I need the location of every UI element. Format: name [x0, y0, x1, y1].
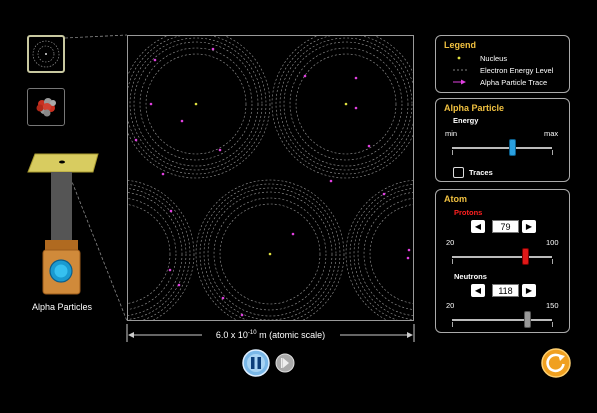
- neutrons-decrease-button[interactable]: ◀: [471, 284, 485, 297]
- neutrons-label: Neutrons: [454, 272, 487, 281]
- protons-decrease-button[interactable]: ◀: [471, 220, 485, 233]
- alpha-particle: [355, 107, 358, 110]
- gun-label: Alpha Particles: [31, 302, 93, 312]
- atom: [128, 180, 194, 321]
- energy-min-label: min: [445, 129, 458, 138]
- protons-value[interactable]: 79: [492, 220, 519, 233]
- nucleus-dot: [345, 103, 348, 106]
- alpha-particle: [154, 59, 157, 62]
- energy-tick-max: [552, 150, 553, 155]
- alpha-particle: [222, 297, 225, 300]
- alpha-particle: [383, 193, 386, 196]
- electron-energy-level: [358, 192, 414, 316]
- traces-label: Traces: [469, 168, 493, 177]
- gun-assembly: [0, 0, 130, 330]
- alpha-particle: [219, 149, 222, 152]
- atom: [346, 180, 414, 321]
- electron-energy-level: [128, 36, 270, 178]
- nucleus-dot: [269, 253, 272, 256]
- neutrons-tick-max: [552, 322, 553, 327]
- nucleus-dot: [195, 103, 198, 106]
- step-button[interactable]: [275, 353, 297, 375]
- neutrons-slider-thumb[interactable]: [524, 311, 531, 328]
- electron-energy-level: [128, 188, 186, 320]
- energy-max-label: max: [544, 129, 559, 138]
- reset-button[interactable]: [540, 347, 572, 379]
- alpha-panel-title: Alpha Particle: [444, 103, 505, 113]
- protons-tick-max: [552, 259, 553, 264]
- alpha-particle-panel: [435, 98, 570, 182]
- atom-view: [127, 35, 414, 321]
- atom: [128, 36, 270, 178]
- beam-column: [51, 172, 72, 240]
- energy-tick-min: [452, 150, 453, 155]
- atoms-canvas: [128, 36, 414, 321]
- alpha-particle: [169, 269, 172, 272]
- energy-slider-thumb[interactable]: [509, 139, 516, 156]
- neutrons-min-label: 20: [446, 301, 455, 310]
- neutrons-tick-min: [452, 322, 453, 327]
- protons-slider-thumb[interactable]: [522, 248, 529, 265]
- electron-energy-level: [128, 36, 266, 174]
- alpha-particle: [304, 75, 307, 78]
- electron-energy-level: [128, 198, 176, 310]
- energy-slider-track[interactable]: [452, 147, 552, 149]
- alpha-particle: [162, 173, 165, 176]
- protons-tick-min: [452, 259, 453, 264]
- legend-icons: [448, 53, 478, 89]
- legend-item-nucleus: Nucleus: [480, 54, 508, 63]
- atom: [272, 36, 414, 178]
- electron-energy-level: [276, 36, 414, 174]
- scale-exponent: -10: [247, 330, 257, 336]
- protons-max-label: 100: [546, 238, 559, 247]
- legend-item-electron-level: Electron Energy Level: [480, 66, 554, 75]
- alpha-particle: [407, 257, 410, 260]
- protons-slider-track[interactable]: [452, 256, 552, 258]
- atom-panel: [435, 189, 570, 333]
- energy-label: Energy: [453, 116, 479, 125]
- electron-energy-level: [272, 36, 414, 178]
- traces-checkbox[interactable]: [453, 167, 464, 178]
- protons-increase-button[interactable]: ▶: [522, 220, 536, 233]
- alpha-particle: [150, 103, 153, 106]
- alpha-particle: [212, 48, 215, 51]
- atom: [196, 180, 344, 321]
- nucleus-dot-icon: [458, 57, 461, 60]
- scale-prefix: 6.0 x 10: [215, 330, 248, 340]
- neutrons-increase-button[interactable]: ▶: [522, 284, 536, 297]
- electron-energy-level: [346, 180, 414, 321]
- legend-panel: [435, 35, 570, 93]
- alpha-particle: [178, 284, 181, 287]
- alpha-particle: [330, 180, 333, 183]
- alpha-trace-icon: [453, 80, 466, 85]
- neutrons-value[interactable]: 118: [492, 284, 519, 297]
- protons-label: Protons: [454, 208, 483, 217]
- atom-panel-title: Atom: [444, 194, 467, 204]
- electron-energy-level: [354, 188, 414, 320]
- scale-suffix: m (atomic scale): [256, 330, 326, 340]
- legend-item-alpha-trace: Alpha Particle Trace: [480, 78, 548, 87]
- legend-title: Legend: [444, 40, 477, 50]
- pause-button[interactable]: [241, 349, 273, 379]
- protons-min-label: 20: [446, 238, 455, 247]
- alpha-particle: [170, 210, 173, 213]
- neutrons-slider-track[interactable]: [452, 319, 552, 321]
- alpha-particle: [241, 314, 244, 317]
- electron-energy-level: [128, 184, 190, 321]
- alpha-particle: [135, 139, 138, 142]
- alpha-particle: [408, 249, 411, 252]
- alpha-particle: [368, 145, 371, 148]
- neutrons-max-label: 150: [546, 301, 559, 310]
- alpha-particle: [181, 120, 184, 123]
- electron-energy-level: [196, 180, 344, 321]
- electron-energy-level: [200, 184, 340, 321]
- electron-energy-level: [350, 184, 414, 321]
- alpha-particle: [292, 233, 295, 236]
- alpha-particle: [355, 77, 358, 80]
- scale-label: [127, 330, 414, 340]
